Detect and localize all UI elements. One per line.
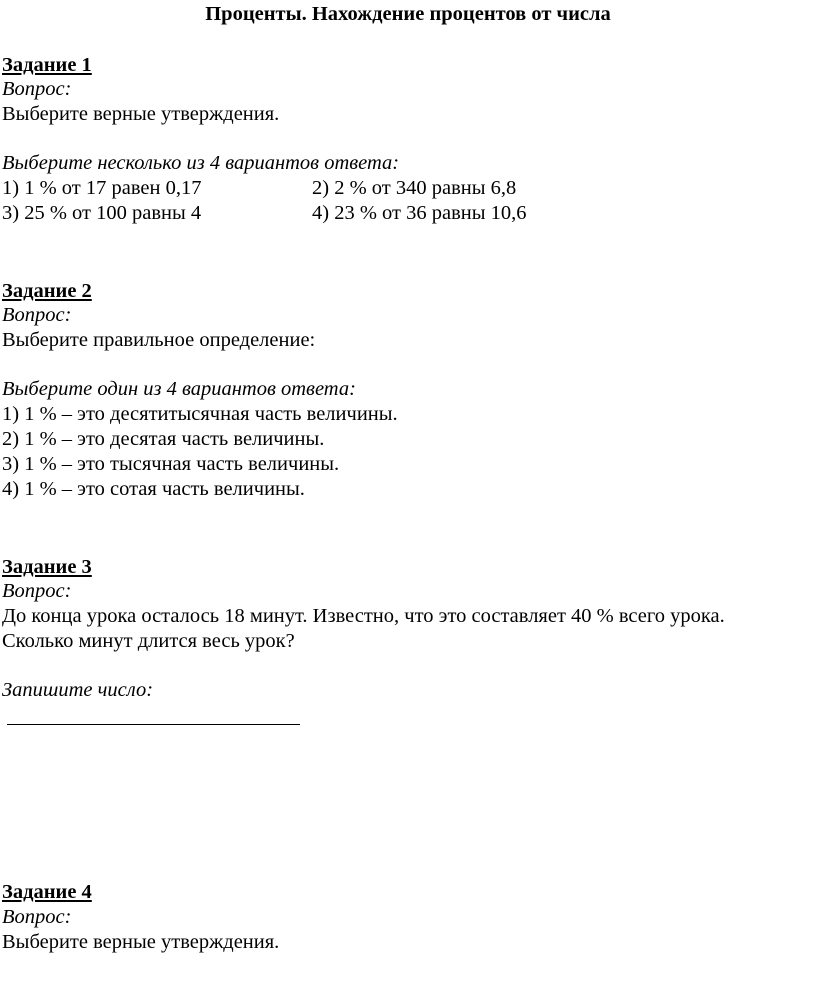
task-2-question-label: Вопрос: [2, 304, 72, 326]
task-1-option-4[interactable]: 4) 23 % от 36 равны 10,6 [312, 202, 527, 224]
task-2-option-3[interactable]: 3) 1 % – это тысячная часть величины. [2, 453, 340, 475]
task-1-heading: Задание 1 [2, 54, 92, 76]
task-2-question: Выберите правильное определение: [2, 329, 316, 351]
task-2-heading: Задание 2 [2, 280, 92, 302]
task-4-question: Выберите верные утверждения. [2, 931, 280, 953]
task-1-question: Выберите верные утверждения. [2, 103, 280, 125]
task-3-answer-line[interactable] [7, 724, 300, 725]
task-1-option-3[interactable]: 3) 25 % от 100 равны 4 [2, 202, 202, 224]
task-1-question-label: Вопрос: [2, 78, 72, 100]
page-title: Проценты. Нахождение процентов от числа [205, 3, 611, 25]
task-1-option-2[interactable]: 2) 2 % от 340 равны 6,8 [312, 177, 517, 199]
task-2-option-2[interactable]: 2) 1 % – это десятая часть величины. [2, 428, 325, 450]
task-2-option-4[interactable]: 4) 1 % – это сотая часть величины. [2, 478, 305, 500]
task-4-heading: Задание 4 [2, 881, 92, 903]
task-3-question-line-2: Сколько минут длится весь урок? [2, 630, 295, 652]
task-1-option-1[interactable]: 1) 1 % от 17 равен 0,17 [2, 177, 202, 199]
task-3-question-label: Вопрос: [2, 580, 72, 602]
task-2-option-1[interactable]: 1) 1 % – это десятитысячная часть величины. [2, 403, 398, 425]
task-3-heading: Задание 3 [2, 556, 92, 578]
task-4-question-label: Вопрос: [2, 906, 72, 928]
task-3-question-line-1: До конца урока осталось 18 минут. Известно, что это составляет 40 % всего урока. [2, 605, 725, 627]
task-2-instruction: Выберите один из 4 вариантов ответа: [2, 378, 356, 400]
task-1-instruction: Выберите несколько из 4 вариантов ответа: [2, 152, 400, 174]
task-3-instruction: Запишите число: [2, 679, 154, 701]
